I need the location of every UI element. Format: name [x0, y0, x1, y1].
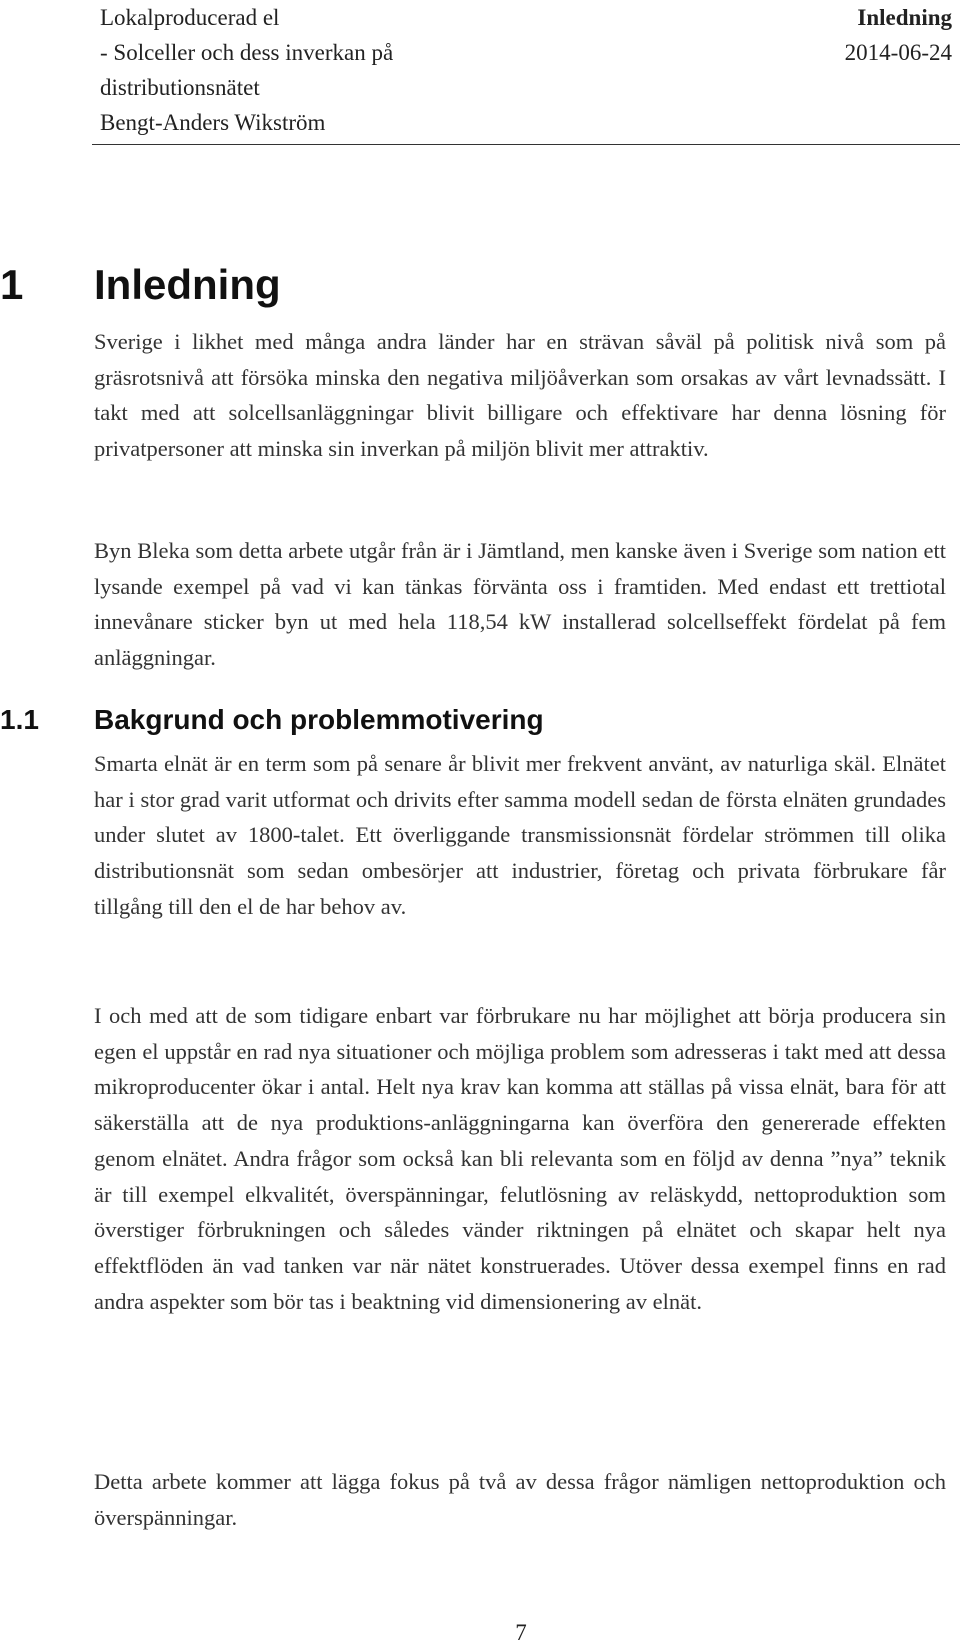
paragraph-background-3: Detta arbete kommer att lägga fokus på två av dessa frågor nämligen nettoproduktion och överspänningar.: [94, 1469, 946, 1530]
header-document-info: [100, 0, 393, 140]
running-header: [92, 0, 960, 145]
subsection-title: Bakgrund och problemmotivering: [94, 704, 544, 735]
page-number: 7: [515, 1620, 527, 1645]
subsection-number: 1.1: [0, 704, 39, 735]
paragraph-background-2: I och med att de som tidigare enbart var förbrukare nu har möjlighet att börja producera sin egen el uppstår en rad nya situationer och möjliga problem som adresseras i takt med att dessa mikroproducenter ökar i antal. Helt nya krav kan komma att ställas på vissa elnät, bara för att säkerställa att de nya produktions-anläggningarna kan överföra den genererade effekten genom elnätet. Andra frågor som också kan bli relevanta som en följd av denna ”nya” teknik är till exempel elkvalitét, överspänningar, felutlösning av reläskydd, nettoproduktion som överstiger förbrukningen och således vänder riktningen på elnätet och skapar helt nya effektflöden än vad tanken var när nätet konstruerades. Utöver dessa exempel finns en rad andra aspekter som bör tas i beaktning vid dimensionering av elnät.: [94, 1003, 946, 1314]
header-author: Bengt-Anders Wikström: [100, 110, 326, 135]
subsection-heading: [0, 700, 544, 740]
header-title-line-1: Lokalproducerad el: [100, 5, 280, 30]
section-title: Inledning: [94, 261, 281, 308]
header-title-line-3: distributionsnätet: [100, 75, 260, 100]
header-date: 2014-06-24: [844, 40, 952, 65]
section-heading: [0, 255, 281, 315]
header-chapter: Inledning: [857, 5, 952, 30]
paragraph-intro-1: Sverige i likhet med många andra länder har en strävan såväl på politisk nivå som på gräsrotsnivå att försöka minska den negativa miljöåverkan som orsakas av vårt levnadssätt. I takt med att solcellsanläggningar blivit billigare och effektivare har denna lösning för privatpersoner att minska sin inverkan på miljön blivit mer attraktiv.: [94, 329, 946, 462]
paragraph-intro-2: Byn Bleka som detta arbete utgår från är i Jämtland, men kanske även i Sverige som nation ett lysande exempel på vad vi kan tänkas förvänta oss i framtiden. Med endast ett trettiotal innevånare sticker byn ut med hela 118,54 kW installerad solcellseffekt fördelat på fem anläggningar.: [94, 538, 946, 671]
section-number: 1: [0, 261, 24, 308]
paragraph-background-1: Smarta elnät är en term som på senare år blivit mer frekvent använt, av naturliga skäl. Elnätet har i stor grad varit utformat och drivits efter samma modell sedan de första elnäten grundades under slutet av 1800-talet. Ett överliggande transmissionsnät fördelar strömmen till olika distributionsnät som sedan ombesörjer att industrier, företag och privata förbrukare får tillgång till den el de har behov av.: [94, 751, 946, 919]
header-chapter-info: [845, 0, 952, 70]
header-title-line-2: - Solceller och dess inverkan på: [100, 40, 394, 65]
